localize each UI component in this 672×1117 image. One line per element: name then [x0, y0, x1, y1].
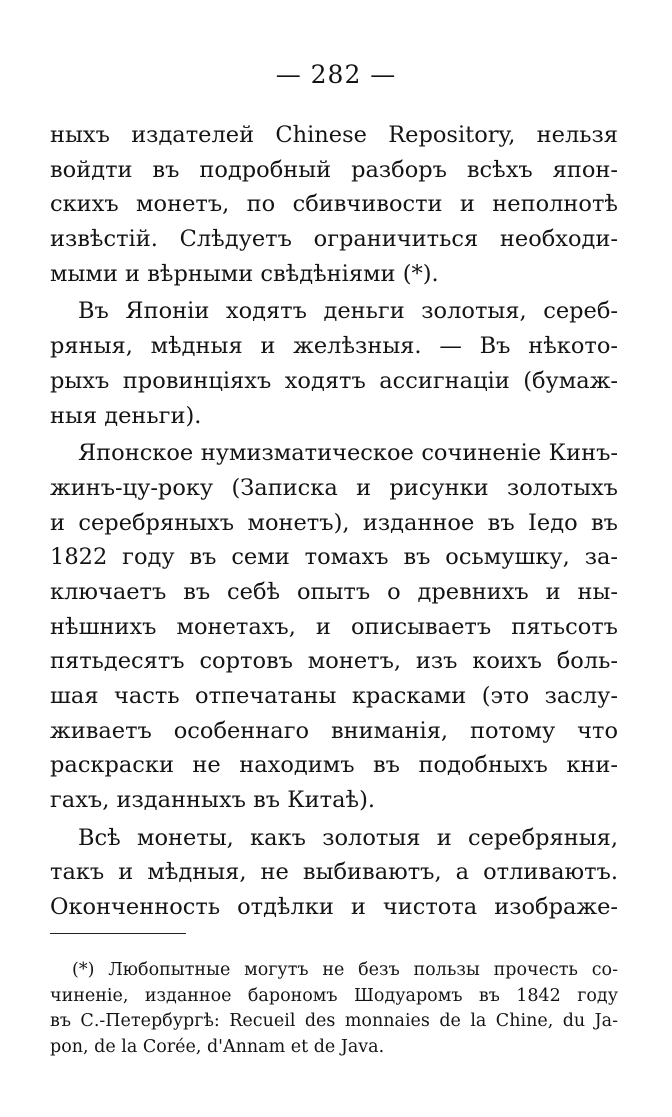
- body-line: и серебряныхъ монетъ), изданное въ Іедо въ: [50, 509, 618, 536]
- body-line: Японское нумизматическое сочиненіе Кинъ-: [78, 440, 618, 467]
- body-line: ключаетъ въ себѣ опытъ о древнихъ и ны-: [50, 578, 618, 605]
- body-line: такъ и мѣдныя, не выбиваютъ, а отливаютъ.: [50, 859, 618, 886]
- body-line: шая часть отпечатаны красками (это заслу-: [50, 683, 618, 709]
- body-line: ныхъ издателей Chinese Repository, нельзя: [50, 122, 618, 148]
- body-line: скихъ монетъ, по сбивчивости и неполнотѣ: [50, 191, 618, 218]
- body-line: Въ Японіи ходятъ деньги золотыя, сереб-: [78, 298, 618, 325]
- body-line: Оконченность отдѣлки и чистота изображе-: [50, 894, 618, 921]
- footnote-line: чиненіе, изданное барономъ Шодуаромъ въ 1842 году: [50, 985, 618, 1006]
- body-line: рыхъ провинціяхъ ходятъ ассигнаціи (бумаж-: [50, 367, 618, 394]
- body-line: жинъ-цу-року (Записка и рисунки золотыхъ: [50, 474, 618, 501]
- body-text: [50, 118, 618, 925]
- page-number: — 282 —: [275, 60, 397, 89]
- footnote-line: (*) Любопытные могутъ не безъ пользы прочесть со-: [72, 960, 618, 980]
- body-line: извѣстій. Слѣдуетъ ограничиться необходи-: [50, 226, 618, 253]
- body-line: Всѣ монеты, какъ золотыя и серебряныя,: [78, 824, 618, 851]
- body-line: мыми и вѣрными свѣдѣніями (*).: [50, 260, 439, 287]
- footnote-line: pon, de la Corée, d'Annam et de Java.: [50, 1036, 385, 1057]
- body-line: 1822 году въ семи томахъ въ осьмушку, за-: [50, 544, 618, 571]
- footnote: [50, 958, 618, 1060]
- footnote-divider: [50, 933, 186, 934]
- body-line: гахъ, изданныхъ въ Китаѣ).: [50, 787, 376, 814]
- body-line: ныя деньги).: [50, 402, 202, 429]
- body-line: войдти въ подробный разборъ всѣхъ япон-: [50, 156, 618, 183]
- body-line: ряныя, мѣдныя и желѣзныя. — Въ нѣкото-: [50, 333, 618, 360]
- footnote-line: въ С.-Петербургѣ: Recueil des monnaies de la Chine, du Ja-: [50, 1011, 618, 1031]
- body-line: раскраски не находимъ въ подобныхъ кни-: [50, 752, 618, 779]
- body-line: нѣшнихъ монетахъ, и описываетъ пятьсотъ: [50, 613, 618, 640]
- body-line: живаетъ особеннаго вниманія, потому что: [50, 717, 618, 744]
- body-line: пятьдесятъ сортовъ монетъ, изъ коихъ боль-: [50, 648, 618, 675]
